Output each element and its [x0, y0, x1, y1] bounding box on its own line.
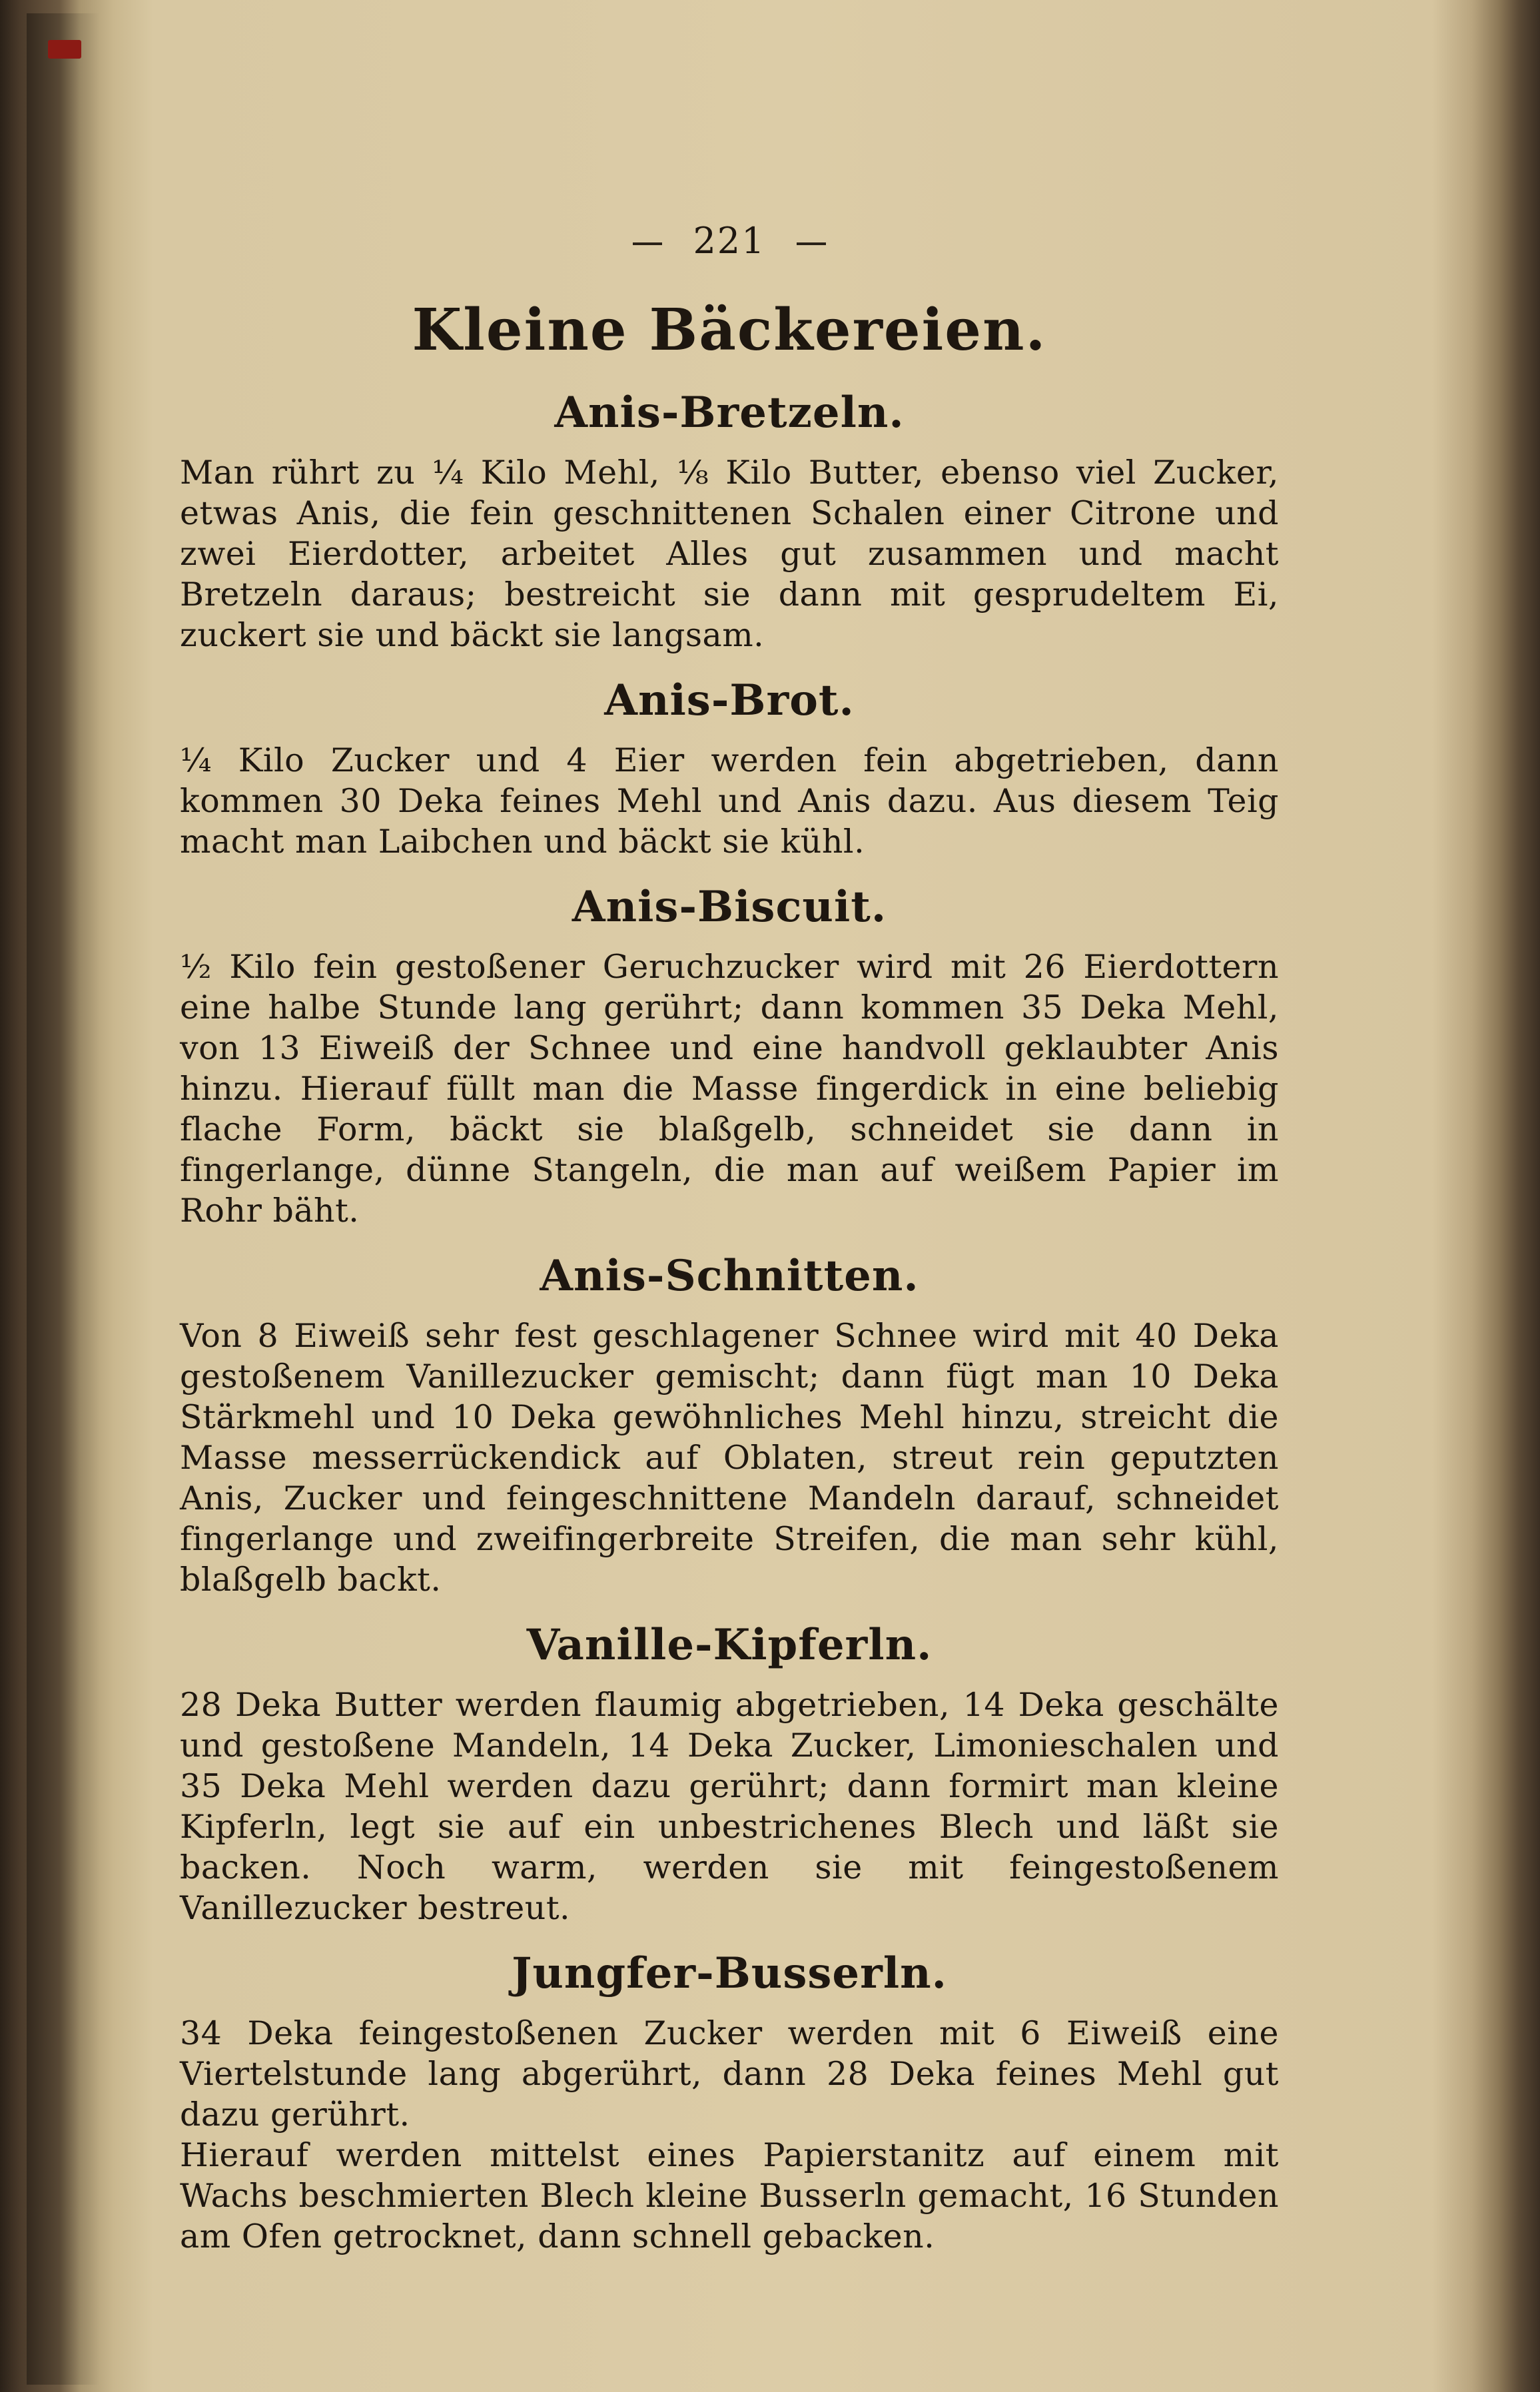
dash-left: [633, 242, 662, 245]
dash-right: [797, 242, 826, 245]
recipe-heading: Vanille-Kipferln.: [526, 1620, 933, 1670]
recipe-text: ½ Kilo fein gestoßener Geruchzucker wird mit 26 Eierdottern eine halbe Stunde lang gerührt; dann kommen 35 Deka Mehl, von 13 Eiweiß der Schnee und eine handvoll geklaubter Anis hinzu. Hierauf füllt man die Masse fingerdick in eine beliebig flache Form, bäckt sie blaßgelb, schneidet sie dann in fingerlange, dünne Stangeln, die man auf weißem Papier im Rohr bäht.: [180, 948, 1279, 1230]
recipe-heading: Anis-Bretzeln.: [554, 388, 905, 438]
recipe-anis-biscuit: [180, 882, 1279, 1231]
recipe-text: Man rührt zu ¼ Kilo Mehl, ⅛ Kilo Butter, ebenso viel Zucker, etwas Anis, die fein geschnittenen Schalen einer Citrone und zwei Eierdotter, arbeitet Alles gut zusammen und macht Bretzeln daraus; bestreicht sie dann mit gesprudeltem Ei, zuckert sie und bäckt sie langsam.: [180, 454, 1279, 654]
page-number: 221: [693, 220, 766, 262]
recipe-anis-schnitten: [180, 1251, 1279, 1600]
recipe-heading: Jungfer-Busserln.: [512, 1948, 947, 1998]
recipe-vanille-kipferln: [180, 1620, 1279, 1928]
recipe-text: 34 Deka feingestoßenen Zucker werden mit 6 Eiweiß eine Viertelstunde lang abgerührt, dann 28 Deka feines Mehl gut dazu gerührt.: [180, 2014, 1279, 2134]
recipe-text: 28 Deka Butter werden flaumig abgetrieben, 14 Deka geschälte und gestoßene Mandeln, 14 Deka Zucker, Limonieschalen und 35 Deka Mehl werden dazu gerührt; dann formirt man kleine Kipferln, legt sie auf ein unbestrichenes Blech und läßt sie backen. Noch warm, werden sie mit feingestoßenem Vanillezucker bestreut.: [180, 1686, 1279, 1927]
recipe-heading: Anis-Biscuit.: [572, 882, 887, 932]
recipe-anis-brot: [180, 675, 1279, 862]
bookmark-ribbon: [48, 40, 81, 59]
recipe-text: ¼ Kilo Zucker und 4 Eier werden fein abgetrieben, dann kommen 30 Deka feines Mehl und Anis dazu. Aus diesem Teig macht man Laibchen und bäckt sie kühl.: [180, 741, 1279, 861]
page-content: [180, 220, 1279, 2259]
recipe-heading: Anis-Brot.: [604, 675, 855, 725]
chapter-title: Kleine Bäckereien.: [412, 296, 1047, 364]
recipe-text: Hierauf werden mittelst eines Papierstanitz auf einem mit Wachs beschmierten Blech kleine Busserln gemacht, 16 Stunden am Ofen getrocknet, dann schnell gebacken.: [180, 2136, 1279, 2255]
page-number-line: [180, 220, 1279, 262]
recipe-text: Von 8 Eiweiß sehr fest geschlagener Schnee wird mit 40 Deka gestoßenem Vanillezucker gemischt; dann fügt man 10 Deka Stärkmehl und 10 Deka gewöhnliches Mehl hinzu, streicht die Masse messerrückendick auf Oblaten, streut rein geputzten Anis, Zucker und feingeschnittene Mandeln darauf, schneidet fingerlange und zweifingerbreite Streifen, die man sehr kühl, blaßgelb backt.: [180, 1317, 1279, 1599]
recipe-jungfer-busserln: [180, 1948, 1279, 2257]
recipe-heading: Anis-Schnitten.: [540, 1251, 919, 1301]
recipe-anis-bretzeln: [180, 388, 1279, 655]
